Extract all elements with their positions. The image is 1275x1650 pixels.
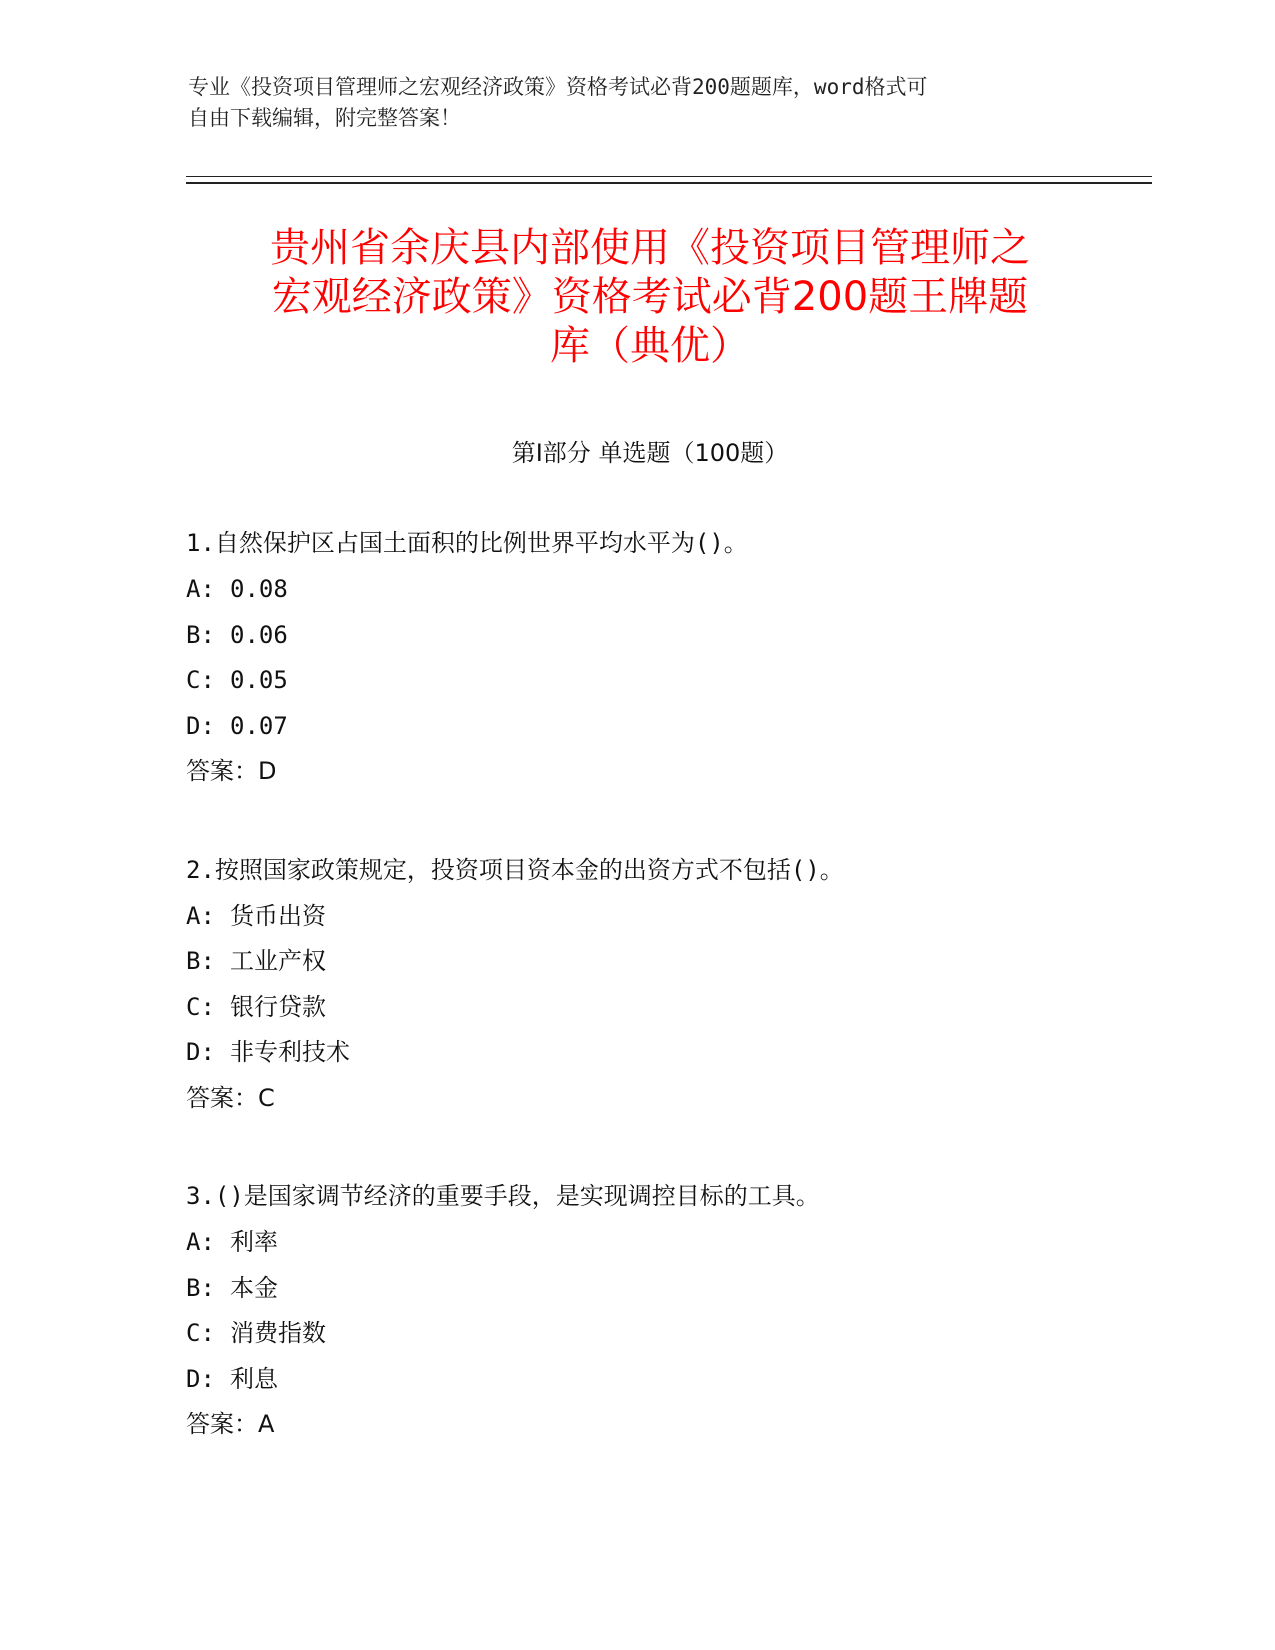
- question-option: [186, 939, 1146, 985]
- option-key: B:: [186, 1273, 215, 1302]
- option-key: C:: [186, 992, 215, 1021]
- document-title-line: 贵州省余庆县内部使用《投资项目管理师之: [270, 225, 1030, 271]
- option-text: 0.07: [230, 711, 288, 740]
- header-note: [188, 72, 1088, 134]
- option-text: 非专利技术: [230, 1038, 350, 1066]
- section-title: 第Ⅰ部分 单选题（100题）: [511, 439, 789, 467]
- question-stem: 3.()是国家调节经济的重要手段，是实现调控目标的工具。: [186, 1182, 820, 1210]
- option-text: 本金: [230, 1273, 278, 1302]
- option-key: B:: [186, 620, 215, 649]
- question-option: [186, 894, 1146, 940]
- option-key: D:: [186, 1364, 215, 1393]
- option-text: 消费指数: [230, 1319, 326, 1347]
- header-divider-thick: [186, 182, 1152, 184]
- question-stem: 1.自然保护区占国土面积的比例世界平均水平为()。: [186, 529, 748, 557]
- header-note-line: 专业《投资项目管理师之宏观经济政策》资格考试必背200题题库，word格式可: [188, 75, 928, 99]
- question-option: [186, 567, 1146, 613]
- question-item: [186, 1180, 1146, 1448]
- option-key: C:: [186, 1319, 215, 1347]
- question-option: [186, 1357, 1146, 1403]
- option-key: A:: [186, 575, 215, 603]
- question-list: [186, 527, 1146, 1507]
- option-text: 利率: [230, 1228, 278, 1256]
- option-text: 0.05: [230, 666, 288, 694]
- option-text: 银行贷款: [230, 992, 326, 1021]
- question-item: [186, 854, 1146, 1122]
- document-title-line: 宏观经济政策》资格考试必背200题王牌题: [271, 274, 1029, 320]
- document-title: [150, 224, 1150, 371]
- header-note-line: 自由下载编辑，附完整答案！: [188, 106, 461, 130]
- question-option: [186, 1030, 1146, 1076]
- option-key: A:: [186, 901, 215, 930]
- option-key: D:: [186, 1038, 215, 1066]
- question-option: [186, 704, 1146, 750]
- question-option: [186, 613, 1146, 659]
- option-text: 货币出资: [230, 901, 326, 930]
- header-divider-thin: [186, 176, 1152, 177]
- question-option: [186, 1266, 1146, 1312]
- question-answer: 答案：C: [186, 1083, 275, 1112]
- question-option: [186, 1311, 1146, 1357]
- option-key: C:: [186, 666, 215, 694]
- option-text: 0.06: [230, 620, 288, 649]
- question-stem: 2.按照国家政策规定，投资项目资本金的出资方式不包括()。: [186, 855, 844, 884]
- document-title-line: 库（典优）: [550, 323, 750, 369]
- option-key: B:: [186, 947, 215, 975]
- question-option: [186, 658, 1146, 704]
- option-text: 工业产权: [230, 947, 326, 975]
- question-option: [186, 985, 1146, 1031]
- option-key: A:: [186, 1228, 215, 1256]
- question-item: [186, 527, 1146, 795]
- option-text: 利息: [230, 1364, 278, 1393]
- option-key: D:: [186, 711, 215, 740]
- option-text: 0.08: [230, 575, 288, 603]
- question-answer: 答案：D: [186, 757, 277, 785]
- question-answer: 答案：A: [186, 1410, 275, 1438]
- question-option: [186, 1220, 1146, 1266]
